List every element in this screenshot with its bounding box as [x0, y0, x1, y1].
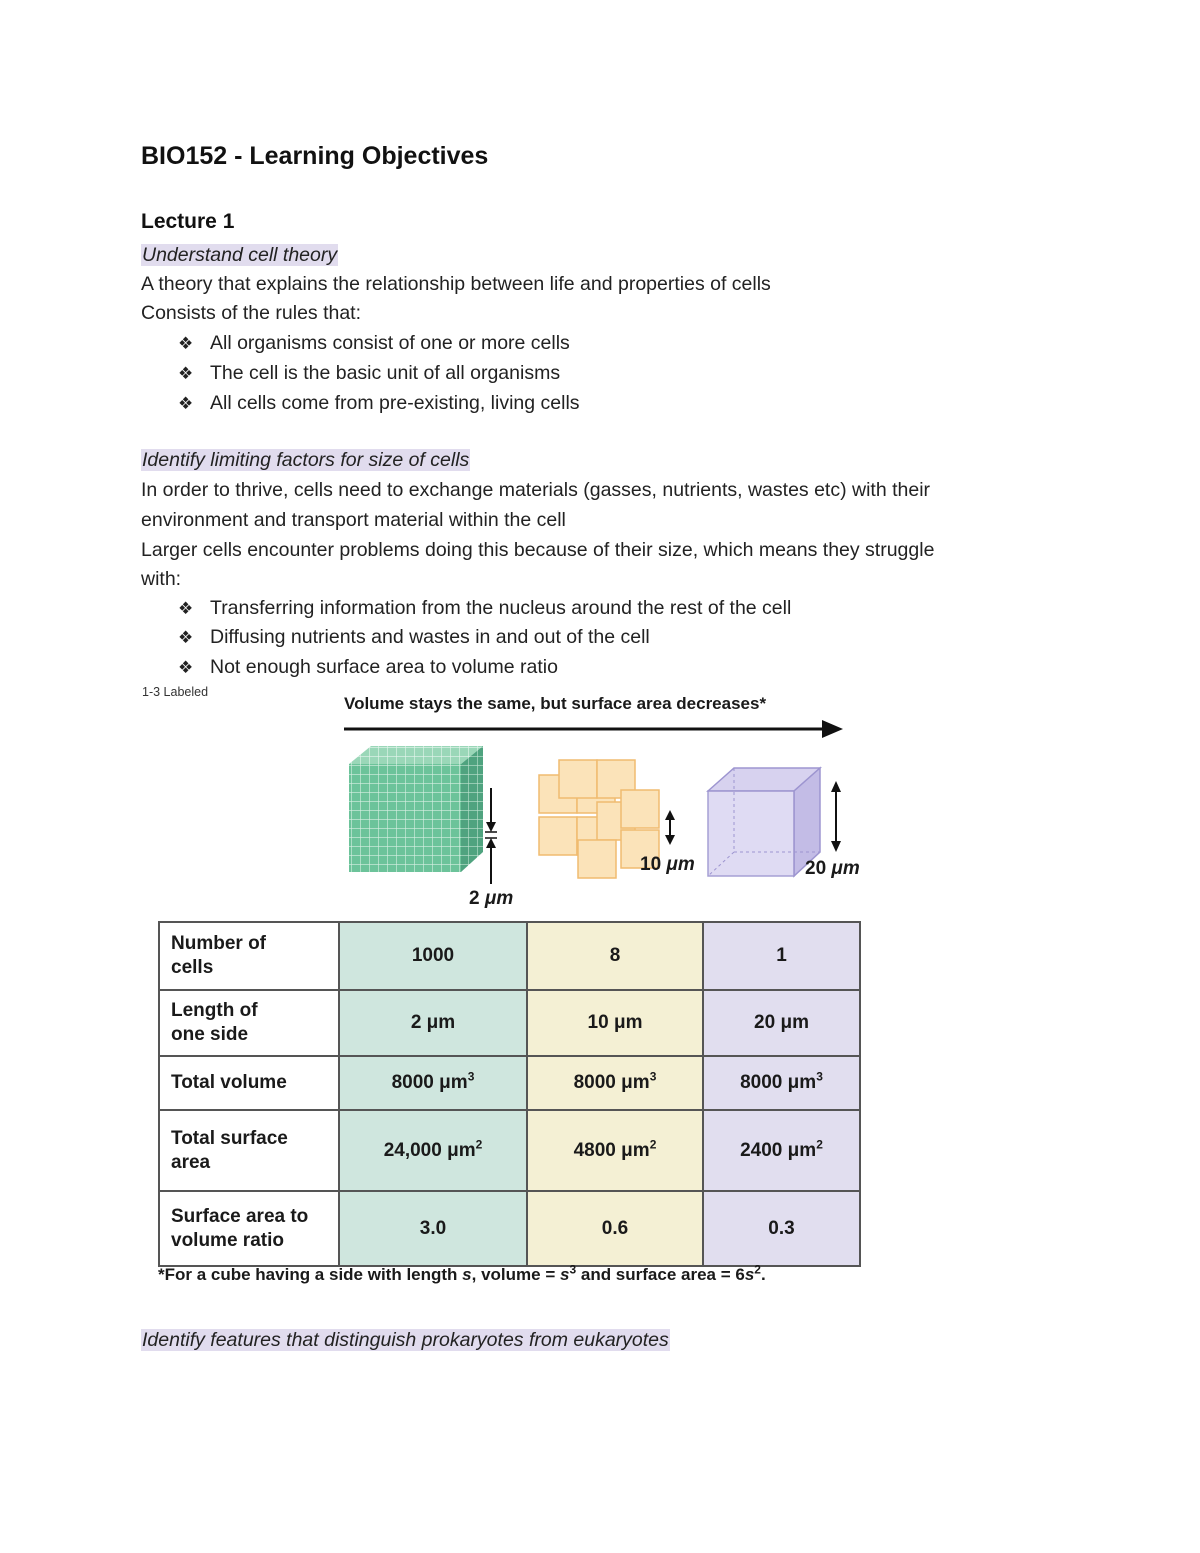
diamond-bullet-icon: ❖: [178, 334, 194, 353]
row-header: Total volume: [159, 1056, 339, 1110]
diamond-bullet-icon: ❖: [178, 628, 194, 647]
section-heading-prokaryotes: Identify features that distinguish prokaryotes from eukaryotes: [142, 1329, 669, 1351]
figure-label: 1-3 Labeled: [142, 685, 209, 699]
table-cell: 3.0: [339, 1191, 527, 1266]
green-cube-1000-cells: [349, 746, 483, 872]
dimension-arrow-icon: [665, 810, 675, 845]
table-cell: 1000: [339, 922, 527, 990]
dimension-label-10um: 10 μm: [640, 854, 695, 875]
list-item: ❖ Not enough surface area to volume ratio: [178, 656, 558, 678]
table-cell: 4800 $\mu m^2$: [527, 1110, 703, 1191]
table-row: [159, 1191, 860, 1266]
table-row: [159, 922, 860, 990]
diamond-bullet-icon: ❖: [178, 599, 194, 618]
section-heading-cell-size: Identify limiting factors for size of cells: [142, 449, 470, 471]
list-item: ❖ All organisms consist of one or more cells: [178, 332, 570, 354]
paragraph-line: A theory that explains the relationship between life and properties of cells: [141, 273, 771, 295]
paragraph-line: Larger cells encounter problems doing this because of their size, which means they struggle: [141, 539, 935, 561]
diamond-bullet-icon: ❖: [178, 658, 194, 677]
table-cell: 20 μm: [703, 990, 860, 1056]
table-cell: 1: [703, 922, 860, 990]
paragraph-line: environment and transport material within the cell: [141, 509, 566, 531]
table-row: [159, 1056, 860, 1110]
table-cell: 8000 $\mu m^3$: [527, 1056, 703, 1110]
dimension-label-20um: 20 μm: [805, 858, 860, 879]
table-cell: 8000 $\mu m^3$: [339, 1056, 527, 1110]
list-item: ❖ Transferring information from the nucleus around the rest of the cell: [178, 597, 792, 619]
table-cell: 2400 $\mu m^2$: [703, 1110, 860, 1191]
table-cell: 24,000 $\mu m^2$: [339, 1110, 527, 1191]
table-row: [159, 1110, 860, 1191]
table-cell: 0.3: [703, 1191, 860, 1266]
page-title: BIO152 - Learning Objectives: [141, 142, 489, 170]
right-arrow-icon: [344, 720, 843, 738]
figure-footnote: *For a cube having a side with length s, volume = $s^3$ and surface area = $6s^2$.: [158, 1262, 766, 1284]
paragraph-line: with:: [141, 568, 182, 590]
list-item: ❖ All cells come from pre-existing, living cells: [178, 392, 580, 414]
table-cell: 2 μm: [339, 990, 527, 1056]
row-header: Total surface area: [159, 1110, 339, 1191]
diamond-bullet-icon: ❖: [178, 394, 194, 413]
diamond-bullet-icon: ❖: [178, 364, 194, 383]
dimension-label-2um: 2 μm: [469, 888, 514, 909]
dimension-arrow-icon: [485, 788, 497, 884]
row-header: Number of cells: [159, 922, 339, 990]
paragraph-line: Consists of the rules that:: [141, 302, 362, 324]
table-cell: 8: [527, 922, 703, 990]
list-item: ❖ Diffusing nutrients and wastes in and out of the cell: [178, 626, 650, 648]
table-cell: 0.6: [527, 1191, 703, 1266]
row-header: Length of one side: [159, 990, 339, 1056]
row-header: Surface area to volume ratio: [159, 1191, 339, 1266]
list-item: ❖ The cell is the basic unit of all organisms: [178, 362, 561, 384]
purple-cube-1-cell: [708, 768, 820, 876]
dimension-arrow-icon: [831, 781, 841, 852]
paragraph-line: In order to thrive, cells need to exchange materials (gasses, nutrients, wastes etc) with their: [141, 479, 931, 501]
table-cell: 10 μm: [527, 990, 703, 1056]
lecture-heading: Lecture 1: [141, 210, 235, 233]
section-heading-cell-theory: Understand cell theory: [142, 244, 338, 266]
surface-area-table: [158, 921, 861, 1267]
table-row: [159, 990, 860, 1056]
figure-heading: Volume stays the same, but surface area decreases*: [344, 694, 767, 713]
table-cell: 8000 $\mu m^3$: [703, 1056, 860, 1110]
